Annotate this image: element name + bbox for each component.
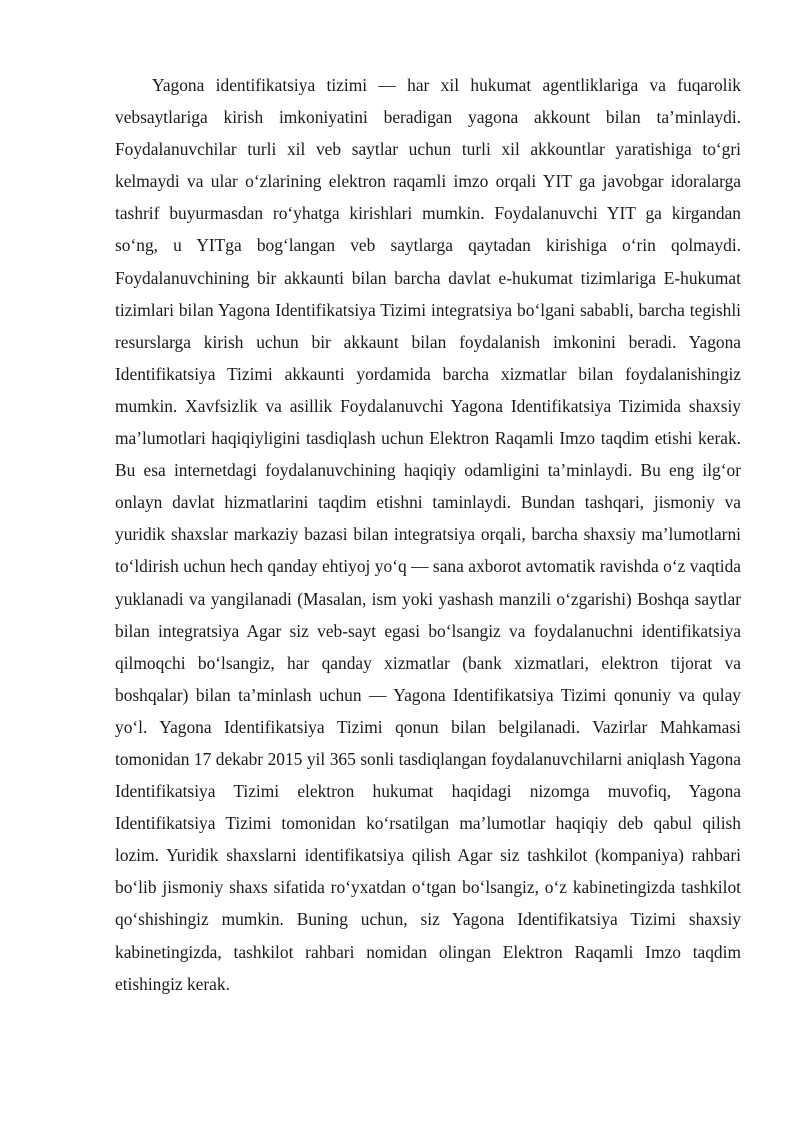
body-paragraph: Yagona identifikatsiya tizimi — har xil hukumat agentliklariga va fuqarolik vebsaytlariga kirish imkoniyatini beradigan yagona akkount bilan ta’minlaydi. Foydalanuvchilar turli xil veb saytlar uchun turli xil akkountlar yaratishiga to‘gri kelmaydi va ular o‘zlarining elektron raqamli imzo orqali YIT ga javobgar idoralarga tashrif buyurmasdan ro‘yhatga kirishlari mumkin. Foydalanuvchi YIT ga kirgandan so‘ng, u YITga bog‘langan veb saytlarga qaytadan kirishiga o‘rin qolmaydi. Foydalanuvchining bir akkaunti bilan barcha davlat e-hukumat tizimlariga E-hukumat tizimlari bilan Yagona Identifikatsiya Tizimi integratsiya bo‘lgani sababli, barcha tegishli resurslarga kirish uchun bir akkaunt bilan foydalanish imkonini beradi. Yagona Identifikatsiya Tizimi akkaunti yordamida barcha xizmatlar bilan foydalanishingiz mumkin. Xavfsizlik va asillik Foydalanuvchi Yagona Identifikatsiya Tizimida shaxsiy ma’lumotlari haqiqiyligini tasdiqlash uchun Elektron Raqamli Imzo taqdim etishi kerak. Bu esa internetdagi foydalanuvchining haqiqiy odamligini ta’minlaydi. Bu eng ilg‘or onlayn davlat hizmatlarini taqdim etishni taminlaydi. Bundan tashqari, jismoniy va yuridik shaxslar markaziy bazasi bilan integratsiya orqali, barcha shaxsiy ma’lumotlarni to‘ldirish uchun hech qanday ehtiyoj yo‘q — sana axborot avtomatik ravishda o‘z vaqtida yuklanadi va yangilanadi (Masalan, ism yoki yashash manzili o‘zgarishi) Boshqa saytlar bilan integratsiya Agar siz veb-sayt egasi bo‘lsangiz va foydalanuchni identifikatsiya qilmoqchi bo‘lsangiz, har qanday xizmatlar (bank xizmatlari, elektron tijorat va boshqalar) bilan ta’minlash uchun — Yagona Identifikatsiya Tizimi qonuniy va qulay yo‘l. Yagona Identifikatsiya Tizimi qonun bilan belgilanadi. Vazirlar Mahkamasi tomonidan 17 dekabr 2015 yil 365 sonli tasdiqlangan foydalanuvchilarni aniqlash Yagona Identifikatsiya Tizimi elektron hukumat haqidagi nizomga muvofiq, Yagona Identifikatsiya Tizimi tomonidan ko‘rsatilgan ma’lumotlar haqiqiy deb qabul qilish lozim. Yuridik shaxslarni identifikatsiya qilish Agar siz tashkilot (kompaniya) rahbari bo‘lib jismoniy shaxs sifatida ro‘yxatdan o‘tgan bo‘lsangiz, o‘z kabinetingizda tashkilot qo‘shishingiz mumkin. Buning uchun, siz Yagona Identifikatsiya Tizimi shaxsiy kabinetingizda, tashkilot rahbari nomidan olingan Elektron Raqamli Imzo taqdim etishingiz kerak. bbox=[115, 75, 741, 994]
